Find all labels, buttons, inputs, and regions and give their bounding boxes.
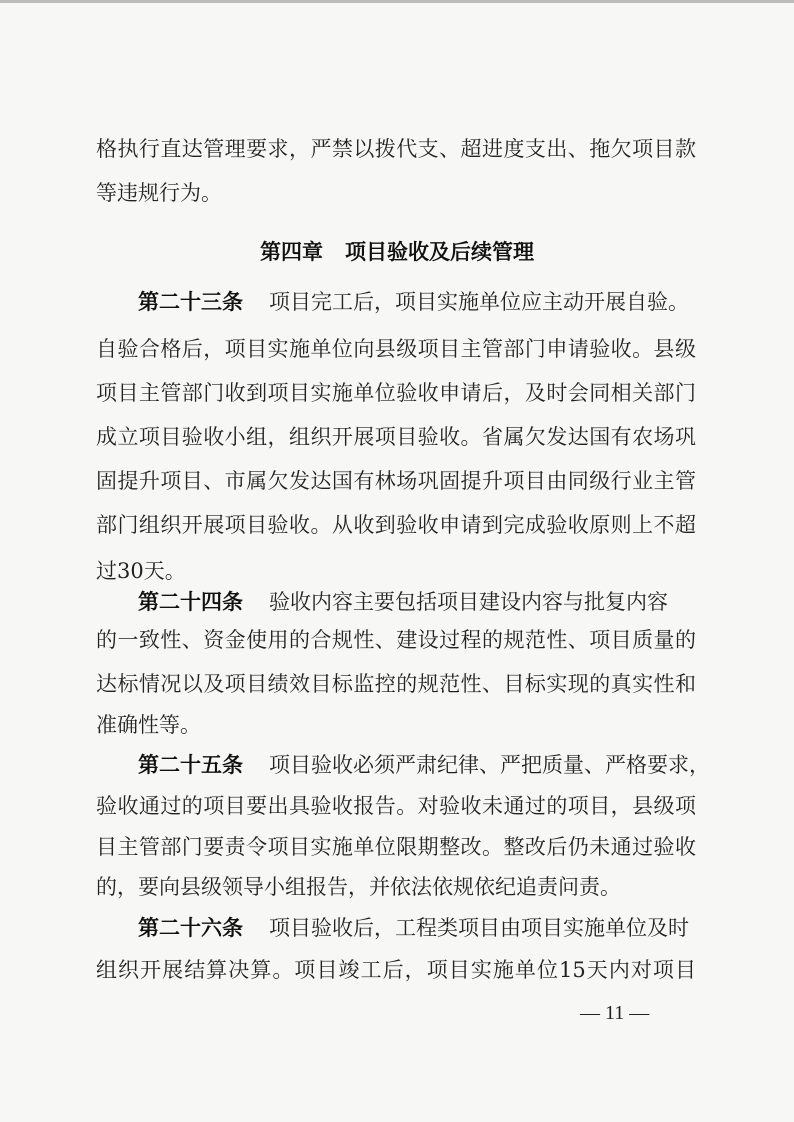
body-line: 成立项目验收小组，组织开展项目验收。省属欠发达国有农场巩 [96, 425, 696, 449]
chapter-heading [0, 236, 794, 266]
body-line: 达标情况以及项目绩效目标监控的规范性、目标实现的真实性和 [96, 672, 696, 696]
article-26-text: 项目验收后，工程类项目由项目实施单位及时 [269, 916, 689, 940]
article-25-label: 第二十五条 [138, 753, 243, 777]
body-line: 目主管部门要责令项目实施单位限期整改。整改后仍未通过验收 [96, 835, 696, 859]
body-line: 格执行直达管理要求，严禁以拨代支、超进度支出、拖欠项目款 [96, 137, 696, 161]
body-line: 组织开展结算决算。项目竣工后，项目实施单位15天内对项目 [96, 958, 696, 982]
body-line: 部门组织开展项目验收。从收到验收申请到完成验收原则上不超 [96, 513, 696, 537]
body-line: 项目主管部门收到项目实施单位验收申请后，及时会同相关部门 [96, 381, 696, 405]
article-26-first-line [138, 918, 696, 939]
article-24-text: 验收内容主要包括项目建设内容与批复内容 [269, 590, 668, 614]
chapter-title: 项目验收及后续管理 [345, 240, 534, 264]
article-26-label: 第二十六条 [138, 916, 243, 940]
article-25-first-line [138, 753, 710, 777]
article-23-label: 第二十三条 [138, 290, 243, 314]
body-line: 准确性等。 [96, 713, 201, 737]
article-23-first-line [138, 292, 696, 313]
body-line: 自验合格后，项目实施单位向县级项目主管部门申请验收。县级 [96, 337, 696, 361]
article-23-text: 项目完工后，项目实施单位应主动开展自验。 [269, 290, 689, 314]
page-number: — 11 — [580, 1002, 650, 1024]
body-line: 验收通过的项目要出具验收报告。对验收未通过的项目，县级项 [96, 794, 696, 818]
body-line: 等违规行为。 [96, 181, 222, 205]
body-line: 过30天。 [96, 559, 186, 583]
article-25-text: 项目验收必须严肃纪律、严把质量、严格要求， [269, 753, 710, 777]
body-line: 的，要向县级领导小组报告，并依法依规依纪追责问责。 [96, 875, 621, 899]
article-24-first-line [138, 592, 696, 613]
article-24-label: 第二十四条 [138, 590, 243, 614]
chapter-number: 第四章 [260, 240, 323, 264]
body-line: 的一致性、资金使用的合规性、建设过程的规范性、项目质量的 [96, 628, 696, 652]
body-line: 固提升项目、市属欠发达国有林场巩固提升项目由同级行业主管 [96, 469, 696, 493]
scan-top-edge [0, 0, 794, 3]
